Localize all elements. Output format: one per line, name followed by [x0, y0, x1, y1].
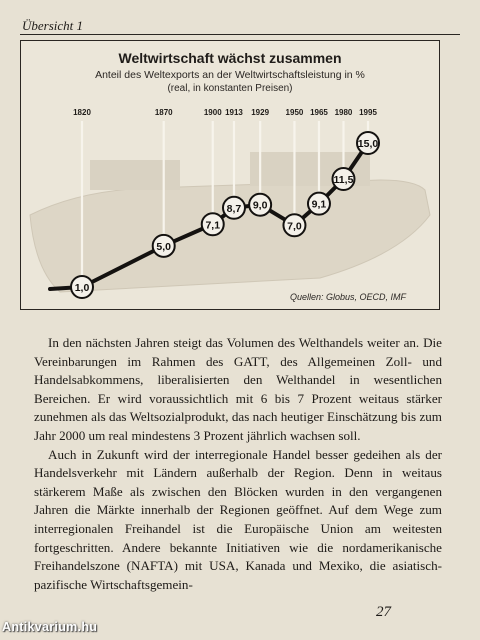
ship-superstructure: [90, 160, 180, 190]
year-label: 1995: [359, 108, 377, 117]
data-label: 15,0: [357, 138, 379, 150]
year-label: 1929: [251, 108, 270, 117]
year-label: 1870: [154, 108, 173, 117]
year-label: 1913: [225, 108, 243, 117]
chart-source: Quellen: Globus, OECD, IMF: [290, 292, 407, 302]
data-label: 7,0: [287, 220, 302, 233]
header-rule: [20, 10, 460, 35]
year-label: 1980: [334, 108, 353, 117]
data-label: 11,5: [333, 174, 354, 186]
data-label: 8,7: [226, 202, 242, 215]
page-number: 27: [376, 604, 391, 620]
chart-subtitle-note: (real, in konstanten Preisen): [167, 83, 293, 94]
paragraph: In den nächsten Jahren steigt das Volumen des Welthandels weiter an. Die Vereinbarungen im Rahmen des GATT, des Allgemeinen Zoll- und Handelsabkommens, liberalisierten den Welthandel in wesentlichen Bereichen. Er wird voraussichtlich mit 6 bis 7 Prozent weitaus stärker zunehmen als das Weltsozialprodukt, das nach heutiger Einschätzung bis zum Jahr 2000 um real mindestens 3 Prozent jährlich wachsen soll.: [34, 335, 442, 443]
year-label: 1950: [285, 108, 304, 117]
chart-subtitle: Anteil des Weltexports an der Weltwirtschaftsleistung in %: [95, 69, 365, 81]
body-text: [34, 334, 442, 594]
data-label: 1,0: [74, 282, 90, 294]
section-label: Übersicht 1: [22, 18, 84, 33]
year-label: 1965: [310, 108, 328, 117]
data-label: 7,1: [205, 219, 221, 232]
year-label: 1820: [73, 108, 91, 117]
data-label: 5,0: [156, 240, 172, 253]
chart-title: Weltwirtschaft wächst zusammen: [118, 50, 342, 66]
data-label: 9,0: [252, 199, 268, 212]
paragraph: Auch in Zukunft wird der interregionale Handel besser gedeihen als der Handelsverkehr mit Ländern außerhalb der Region. Denn in weitaus stärkerem Maße als zwischen den Blöcken wurden in den vergangenen Jahren die Märkte innerhalb der Regionen geöffnet. Auf dem Wege zum interregionalen Freihandel ist die Europäische Union am weitesten fortgeschritten. Andere bekannte Initiativen wie die nordamerikanische Freihandelszone (NAFTA) mit USA, Kanada und Mexiko, die asiatisch-pazifische Wirtschaftsgemein-: [34, 446, 442, 592]
data-label: 9,1: [311, 198, 327, 211]
year-label: 1900: [203, 108, 222, 117]
watermark-logo: Antikvarium.hu: [2, 620, 98, 634]
